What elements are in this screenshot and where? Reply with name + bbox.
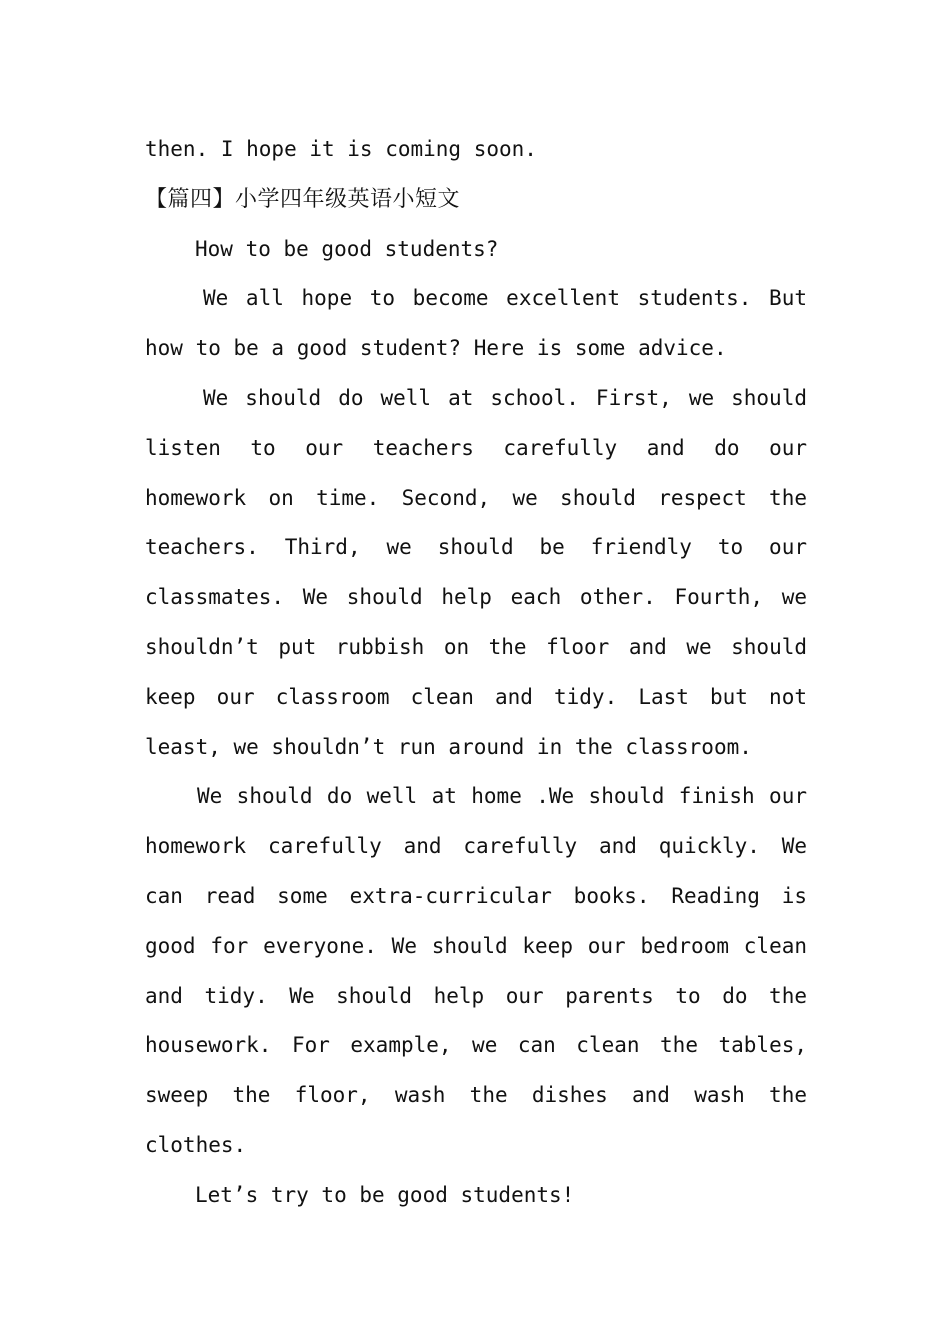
paragraph-line: teachers. Third, we should be friendly to our xyxy=(145,535,807,560)
paragraph-line: good for everyone. We should keep our bedroom clean xyxy=(145,933,807,958)
paragraph-line: housework. For example, we can clean the tables, xyxy=(145,1033,807,1058)
paragraph-line: can read some extra-curricular books. Reading is xyxy=(145,883,807,908)
paragraph-line: least, we shouldn’t run around in the classroom. xyxy=(145,734,752,759)
paragraph-line: and tidy. We should help our parents to do the xyxy=(145,983,807,1008)
paragraph-3 xyxy=(145,772,807,1170)
essay-title: How to be good students? xyxy=(195,236,499,261)
paragraph-line: We should do well at school. First, we should xyxy=(203,385,807,410)
paragraph-line: listen to our teachers carefully and do our xyxy=(145,435,807,460)
paragraph-line: homework on time. Second, we should respect the xyxy=(145,485,807,510)
document-body xyxy=(145,125,807,1221)
paragraph-line: how to be a good student? Here is some advice. xyxy=(145,336,727,361)
paragraph-line: keep our classroom clean and tidy. Last but not xyxy=(145,684,807,709)
paragraph-line: sweep the floor, wash the dishes and wash the xyxy=(145,1083,807,1108)
paragraph-line: We all hope to become excellent students. But xyxy=(203,286,807,311)
paragraph-line: shouldn’t put rubbish on the floor and we should xyxy=(145,634,807,659)
continuation-line: then. I hope it is coming soon. xyxy=(145,137,537,161)
paragraph-line: classmates. We should help each other. Fourth, we xyxy=(145,585,807,610)
paragraph-2 xyxy=(145,374,807,772)
paragraph-1 xyxy=(145,274,807,374)
paragraph-line: homework carefully and carefully and quickly. We xyxy=(145,834,807,859)
closing-line: Let’s try to be good students! xyxy=(195,1182,575,1207)
section-heading: 【篇四】小学四年级英语小短文 xyxy=(145,186,461,212)
paragraph-line: We should do well at home .We should finish our xyxy=(197,784,807,809)
paragraph-line: clothes. xyxy=(145,1132,247,1157)
